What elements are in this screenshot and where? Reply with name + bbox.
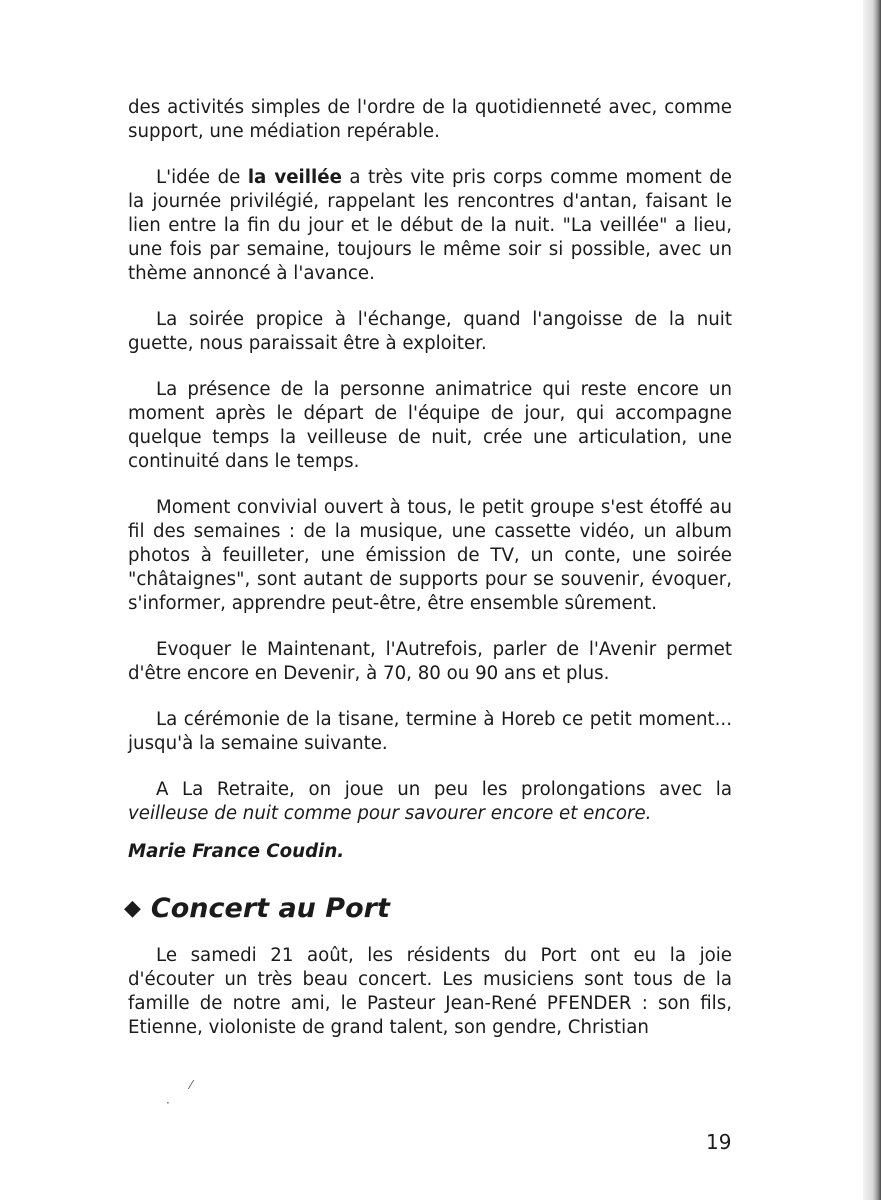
paragraph-7: La cérémonie de la tisane, termine à Horeb ce petit moment... jusqu'à la semaine suivante. — [128, 709, 732, 754]
paragraph-2 — [128, 166, 732, 286]
paragraph-1: des activités simples de l'ordre de la quotidienneté avec, comme support, une médiation repérable. — [128, 97, 732, 142]
paragraph-5: Moment convivial ouvert à tous, le petit groupe s'est étoffé au fil des semaines : de la musique, une cassette vidéo, un album photos à feuilleter, une émission de TV, un conte, une soirée "châtaignes", sont autant de supports pour se souvenir, évoquer, s'informer, apprendre peut-être, être ensemble sûrement. — [128, 497, 732, 614]
paragraph-8 — [128, 778, 732, 826]
paragraph-8-lead: A La Retraite, on joue un peu les prolongations avec la — [156, 779, 732, 800]
section-heading — [124, 892, 732, 926]
paragraph-6: Evoquer le Maintenant, l'Autrefois, parler de l'Avenir permet d'être encore en Devenir, à 70, 80 ou 90 ans et plus. — [128, 639, 732, 684]
ink-speck: ⁄ — [190, 1078, 193, 1092]
article-body — [124, 96, 732, 1062]
paragraph-4: La présence de la personne animatrice qui reste encore un moment après le départ de l'équipe de jour, qui accompagne quelque temps la veilleuse de nuit, crée une articulation, une continuité dans le temps. — [128, 379, 732, 472]
veillee-emphasis: la veillée — [247, 167, 342, 188]
section-title: Concert au Port — [150, 893, 390, 924]
author-signature: Marie France Coudin. — [128, 841, 345, 862]
page-number: 19 — [706, 1130, 732, 1154]
paragraph-2-rest: a très vite pris corps comme moment de la journée privilégié, rappelant les rencontres d'antan, faisant le lien entre la fin du jour et le début de la nuit. "La veillée" a lieu, une fois par semaine, toujours le même soir si possible, avec un thème annoncé à l'avance. — [128, 167, 732, 284]
paragraph-2-lead: L'idée de — [156, 167, 248, 188]
section-paragraph: Le samedi 21 août, les résidents du Port ont eu la joie d'écouter un très beau concert. Les musiciens sont tous de la famille de notre ami, le Pasteur Jean-René PFENDER : son fils, Etienne, violoniste de grand talent, son gendre, Christian — [128, 945, 732, 1038]
paragraph-8-italic: veilleuse de nuit comme pour savourer encore et encore. — [128, 803, 652, 824]
diamond-bullet-icon: ◆ — [124, 896, 141, 921]
page-edge-shadow — [863, 0, 881, 1200]
ink-speck: · — [166, 1096, 170, 1110]
paragraph-3: La soirée propice à l'échange, quand l'angoisse de la nuit guette, nous paraissait être à exploiter. — [128, 309, 732, 354]
